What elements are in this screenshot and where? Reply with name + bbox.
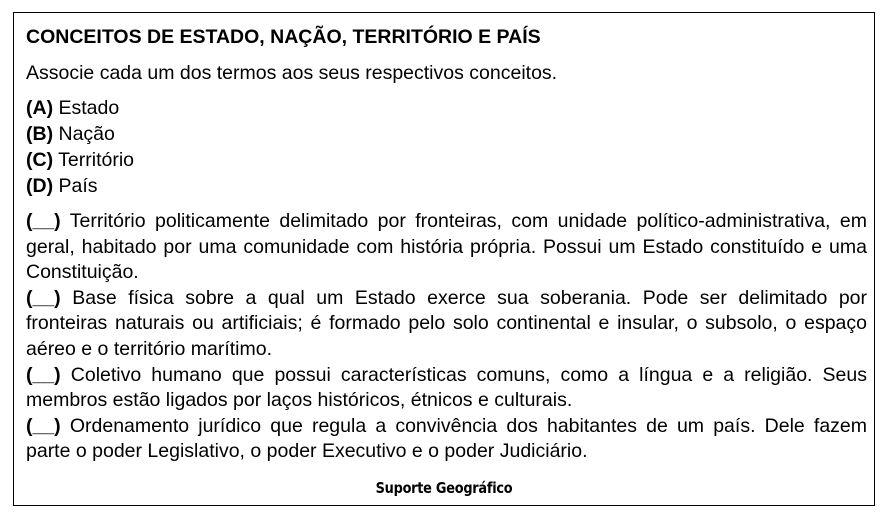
definition-item-2 (26, 286, 867, 363)
answer-blank: (__) (26, 414, 61, 437)
definition-item-4 (26, 414, 867, 465)
term-options-list (26, 95, 134, 199)
term-option-c (26, 147, 134, 173)
definition-item-1 (26, 209, 867, 286)
answer-blank: (__) (26, 286, 61, 309)
option-letter: (B) (26, 123, 54, 145)
term-option-d (26, 173, 134, 199)
option-term: Nação (58, 123, 115, 145)
definition-text: Base física sobre a qual um Estado exerce sua soberania. Pode ser delimitado por fronteiras naturais ou artificiais; é formado pelo solo continental e insular, o subsolo, o espaço aéreo e o território marítimo. (26, 286, 868, 360)
exercise-title: CONCEITOS DE ESTADO, NAÇÃO, TERRITÓRIO E PAÍS (26, 26, 541, 48)
option-letter: (A) (26, 97, 54, 119)
option-term: País (58, 175, 98, 197)
definitions-list (26, 209, 867, 465)
definition-text: Território politicamente delimitado por fronteiras, com unidade político-administrativa, em geral, habitado por uma comunidade com história própria. Possui um Estado constituído e uma Constituição. (26, 210, 867, 284)
definition-text: Coletivo humano que possui características comuns, como a língua e a religião. Seus membros estão ligados por laços históricos, étnicos e culturais. (26, 363, 867, 412)
answer-blank: (__) (26, 363, 61, 386)
exercise-instruction: Associe cada um dos termos aos seus respectivos conceitos. (26, 62, 558, 84)
definition-item-3 (26, 363, 867, 414)
source-credit: Suporte Geográfico (375, 479, 513, 497)
term-option-a (26, 95, 134, 121)
option-term: Território (58, 149, 135, 171)
option-letter: (C) (26, 149, 54, 171)
answer-blank: (__) (26, 210, 61, 232)
definition-text: Ordenamento jurídico que regula a convivência dos habitantes de um país. Dele fazem parte o poder Legislativo, o poder Executivo e o poder Judiciário. (26, 414, 868, 463)
option-letter: (D) (26, 175, 54, 197)
exercise-box (13, 12, 875, 506)
term-option-b (26, 121, 134, 147)
option-term: Estado (58, 97, 120, 119)
